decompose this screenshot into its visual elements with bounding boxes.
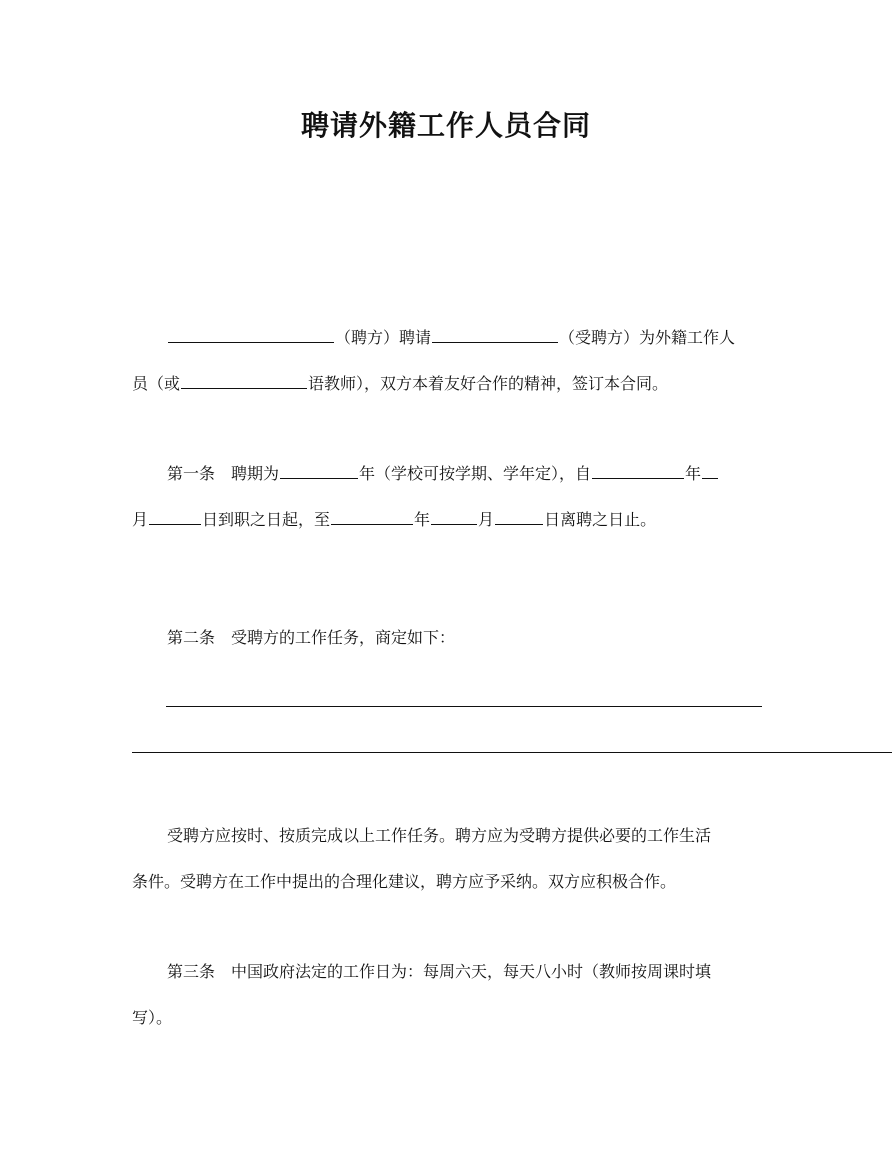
start-year-blank[interactable] — [592, 462, 684, 479]
article-1-text: 年 — [414, 510, 431, 529]
start-day-blank[interactable] — [149, 508, 201, 525]
article-1-text: 第一条 聘期为 — [167, 464, 280, 483]
article-3-line-2: 写）。 — [132, 1008, 173, 1027]
article-1-line-1 — [132, 462, 762, 486]
preamble-text: 员（或 — [132, 374, 181, 393]
article-3-line-1: 第三条 中国政府法定的工作日为：每周六天，每天八小时（教师按周课时填 — [167, 962, 712, 981]
article-1-text: 年 — [685, 464, 702, 483]
preamble-text: （受聘方）为外籍工作人 — [559, 328, 736, 347]
end-year-blank[interactable] — [331, 508, 413, 525]
preamble-line-1 — [132, 326, 762, 350]
work-tasks-blank-line-2[interactable] — [132, 752, 892, 753]
preamble-text: 语教师），双方本着友好合作的精神，签订本合同。 — [308, 374, 669, 393]
article-1-text: 年（学校可按学期、学年定），自 — [359, 464, 592, 483]
start-month-blank[interactable] — [702, 462, 718, 479]
work-tasks-blank-line-1[interactable] — [166, 706, 762, 707]
preamble-line-2 — [132, 372, 762, 396]
duties-paragraph-line-1: 受聘方应按时、按质完成以上工作任务。聘方应为受聘方提供必要的工作生活 — [167, 826, 712, 845]
employer-name-blank[interactable] — [168, 326, 334, 343]
article-1-line-2 — [132, 508, 762, 532]
end-month-blank[interactable] — [431, 508, 477, 525]
article-1-text: 日离聘之日止。 — [544, 510, 657, 529]
term-years-blank[interactable] — [280, 462, 358, 479]
article-2-heading: 第二条 受聘方的工作任务，商定如下： — [167, 628, 456, 647]
language-blank[interactable] — [181, 372, 307, 389]
end-day-blank[interactable] — [495, 508, 543, 525]
document-title: 聘请外籍工作人员合同 — [300, 109, 591, 142]
employee-name-blank[interactable] — [432, 326, 558, 343]
article-1-text: 日到职之日起，至 — [202, 510, 331, 529]
article-1-text: 月 — [132, 510, 149, 529]
duties-paragraph-line-2: 条件。受聘方在工作中提出的合理化建议，聘方应予采纳。双方应积极合作。 — [132, 872, 677, 891]
article-1-text: 月 — [478, 510, 495, 529]
preamble-text: （聘方）聘请 — [335, 328, 432, 347]
